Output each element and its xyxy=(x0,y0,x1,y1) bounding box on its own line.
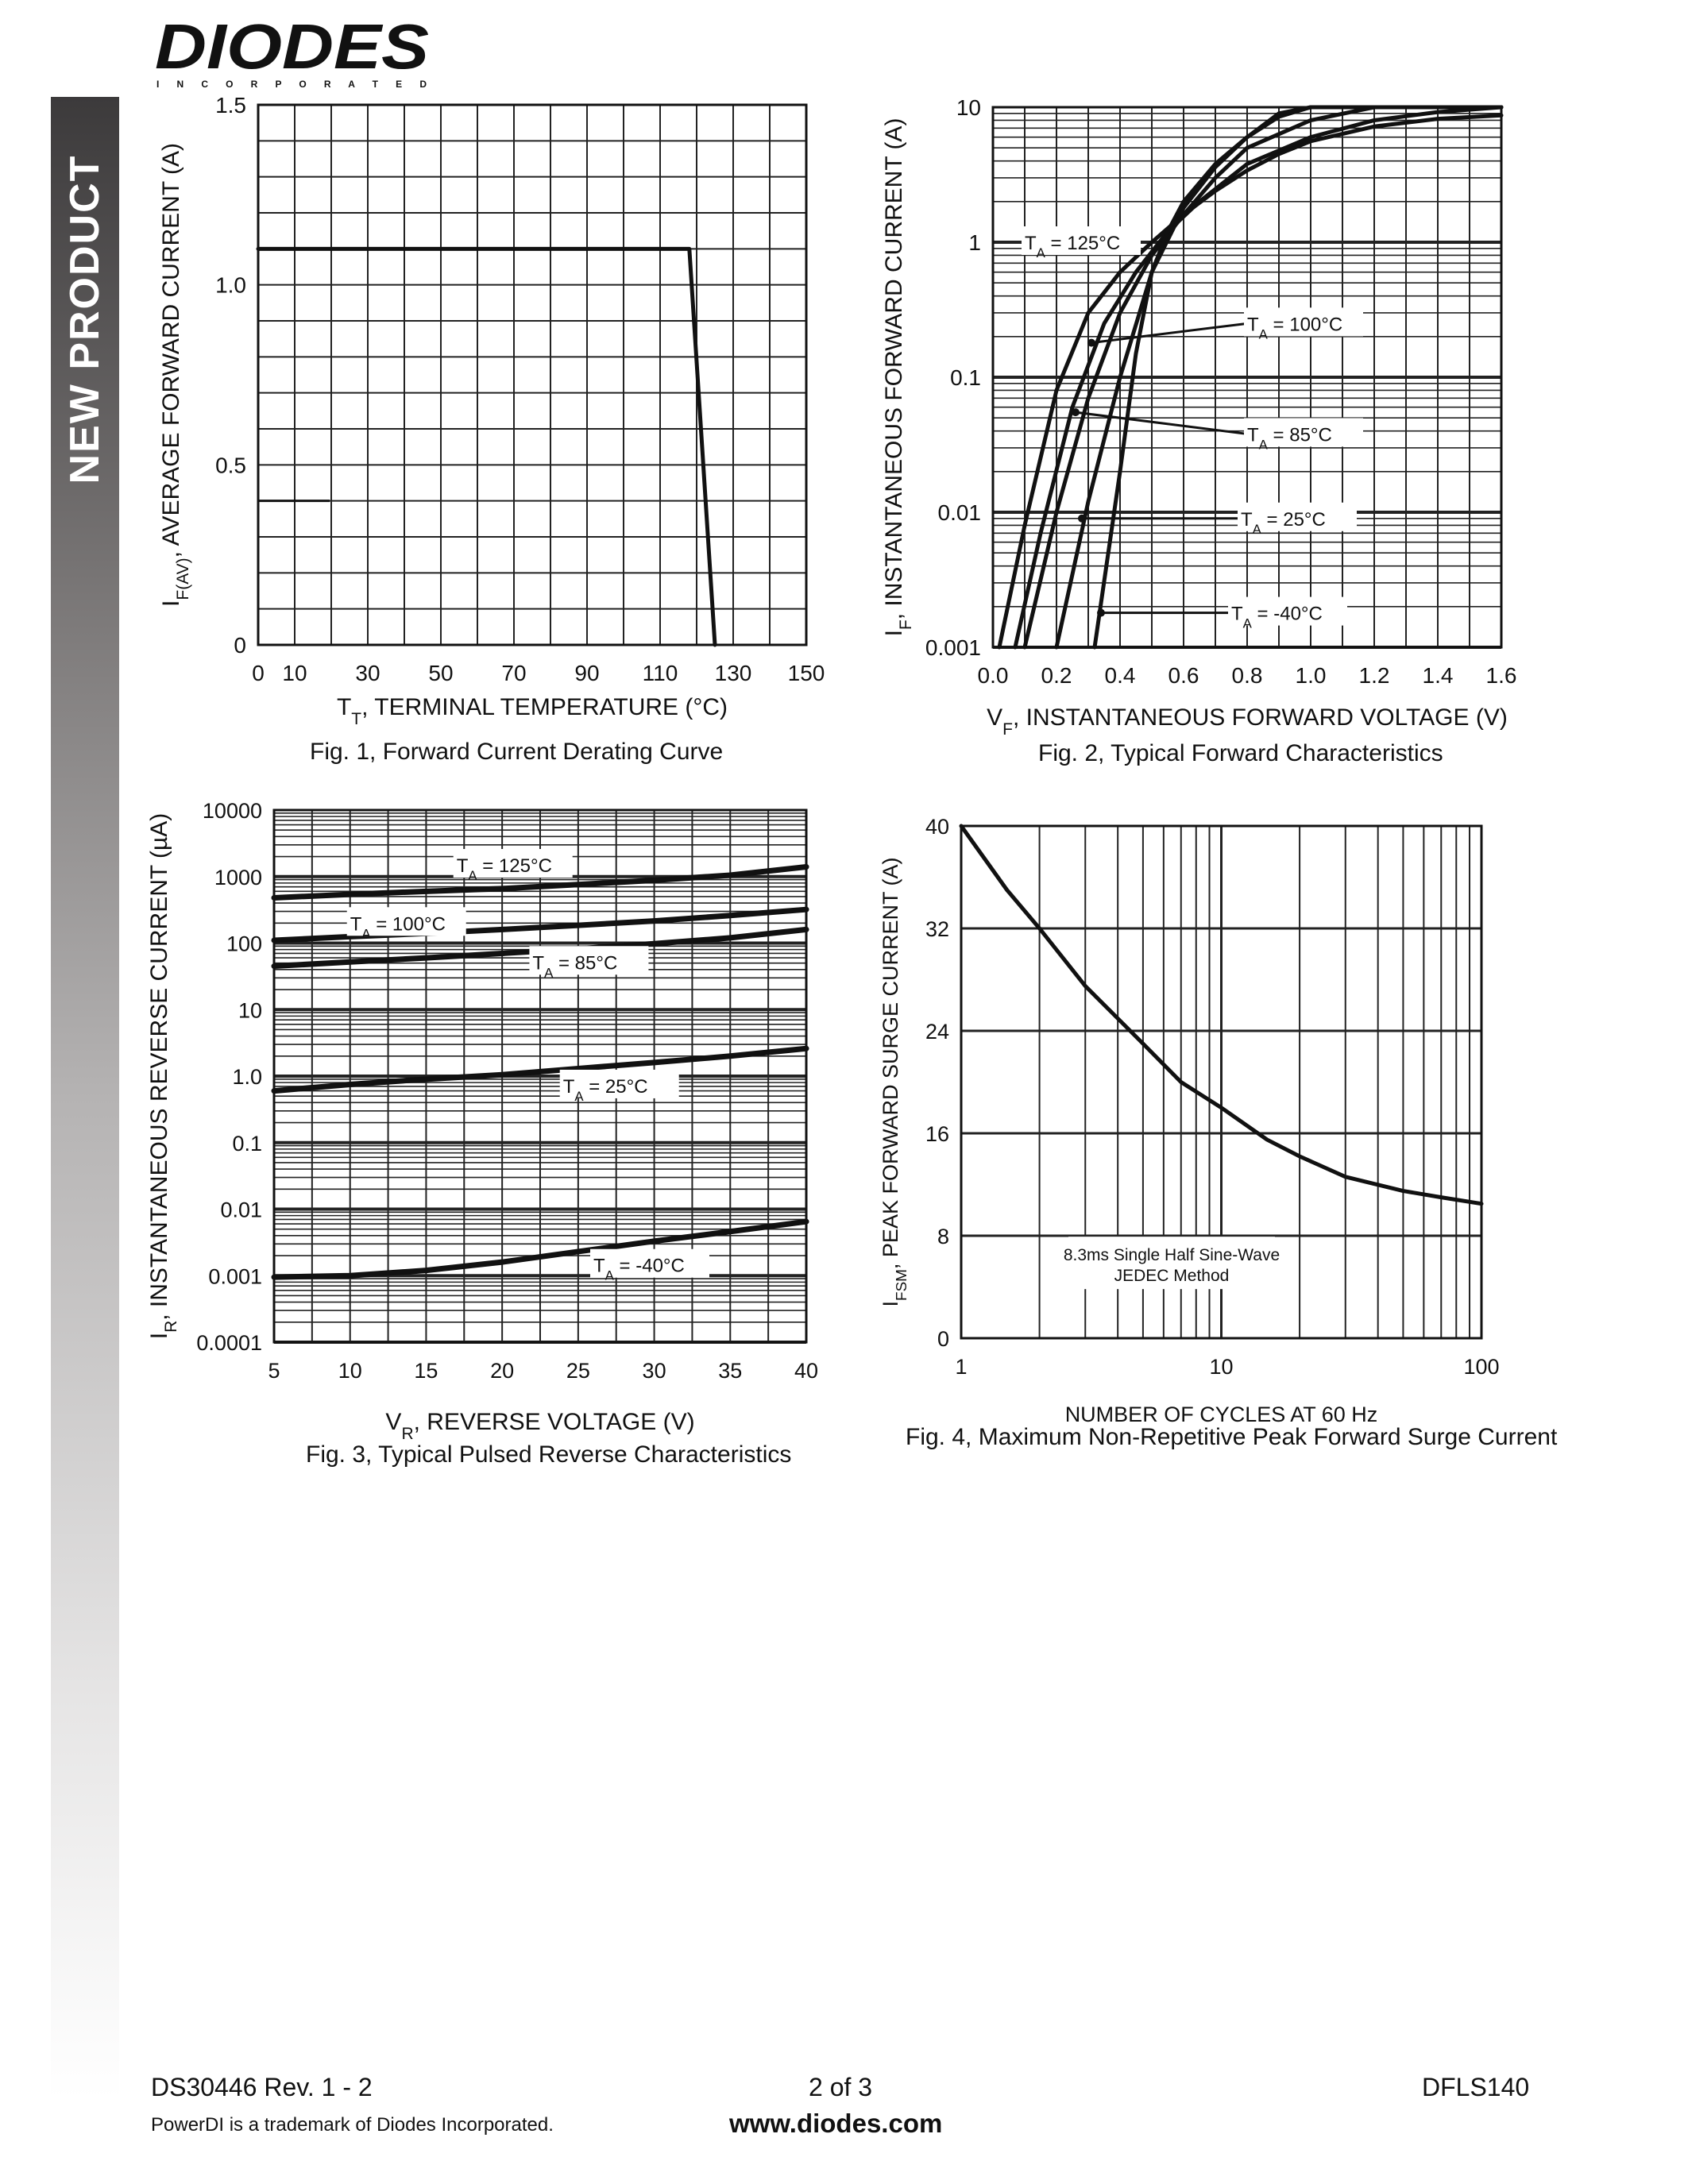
fig4-ytick-label: 0 xyxy=(937,1327,949,1351)
fig1-xtick-label: 70 xyxy=(501,661,527,685)
sidebar-label: NEW PRODUCT xyxy=(62,154,108,484)
fig2-grid xyxy=(993,107,1501,647)
fig2-ytick-label: 0.01 xyxy=(937,500,981,525)
logo-wordmark: DIODES xyxy=(155,16,429,82)
fig4-ytick-label: 40 xyxy=(925,815,949,839)
fig2-xtick-label: 0.4 xyxy=(1104,663,1136,688)
fig2-xtick-label: 0.0 xyxy=(977,663,1009,688)
fig1-xlabel: $T_T$, TERMINAL TEMPERATURE (°C) xyxy=(336,694,728,728)
fig2-xtick-label: 1.2 xyxy=(1358,663,1390,688)
fig4-xtick-label: 1 xyxy=(955,1355,968,1379)
fig1-ytick-label: 0.5 xyxy=(215,453,246,478)
fig3-xtick-label: 25 xyxy=(566,1359,590,1383)
footer-doc-id: DS30446 Rev. 1 - 2 xyxy=(151,2073,373,2101)
fig3-chart xyxy=(143,790,842,1473)
fig1-ytick-label: 1.0 xyxy=(215,272,246,298)
fig3-ytick-label: 10000 xyxy=(202,799,262,823)
fig1-ylabel: $I_{F(AV)}$, AVERAGE FORWARD CURRENT (A) xyxy=(158,143,192,607)
fig2-ytick-label: 0.1 xyxy=(950,365,981,390)
fig1-xtick-label: 150 xyxy=(787,661,825,685)
fig4-ytick-label: 16 xyxy=(925,1122,949,1146)
footer-trademark: PowerDI is a trademark of Diodes Incorporated. xyxy=(151,2114,554,2136)
fig3-series-label: $T_A = 125^\circ C$ xyxy=(456,855,552,883)
fig3-ytick-label: 0.01 xyxy=(220,1198,262,1222)
fig4-xtick-label: 100 xyxy=(1463,1355,1500,1379)
fig2-xtick-label: 0.6 xyxy=(1168,663,1199,688)
fig1-xtick-label: 10 xyxy=(282,661,307,685)
fig2-series-label: $T_A = 125^\circ C$ xyxy=(1025,233,1121,260)
fig4-ytick-label: 24 xyxy=(925,1020,949,1044)
fig4-xlabel: NUMBER OF CYCLES AT 60 Hz xyxy=(1064,1403,1378,1426)
fig2-ylabel: $I_F$, INSTANTANEOUS FORWARD CURRENT (A) xyxy=(881,118,915,637)
fig1-xtick-label: 50 xyxy=(428,661,454,685)
fig3-series-label: $T_A = 85^\circ C$ xyxy=(532,952,618,980)
logo-tagline: I N C O R P O R A T E D xyxy=(156,79,427,90)
fig3-grid xyxy=(274,810,806,1342)
fig3-ytick-label: 0.1 xyxy=(232,1131,262,1156)
fig3-xtick-label: 15 xyxy=(414,1359,438,1383)
fig2-xtick-label: 0.2 xyxy=(1041,663,1072,688)
fig2-arrowhead xyxy=(1087,339,1095,347)
fig3-ytick-label: 1.0 xyxy=(232,1065,262,1089)
fig3-xtick-label: 30 xyxy=(642,1359,666,1383)
fig2-series-label: $T_A = 100^\circ C$ xyxy=(1247,314,1343,341)
fig3-xtick-label: 5 xyxy=(268,1359,280,1383)
fig2-ytick-label: 0.001 xyxy=(925,635,981,660)
fig1-chart xyxy=(143,91,842,774)
fig3-xtick-label: 20 xyxy=(490,1359,515,1383)
footer-part-number: DFLS140 xyxy=(1422,2073,1530,2101)
fig3-ytick-label: 0.001 xyxy=(208,1264,262,1289)
fig3-series-label: $T_A = 25^\circ C$ xyxy=(562,1075,648,1104)
fig2-series-label: $T_A = -40^\circ C$ xyxy=(1231,603,1323,631)
fig1-xtick-label: 130 xyxy=(714,661,752,685)
fig4-annotation-line: 8.3ms Single Half Sine-Wave xyxy=(1063,1246,1280,1265)
fig2-arrowhead xyxy=(1097,609,1105,617)
fig2-ytick-label: 1 xyxy=(968,230,981,255)
fig3-series-label: $T_A = -40^\circ C$ xyxy=(593,1255,685,1283)
fig3-ytick-label: 100 xyxy=(226,932,262,956)
fig3-ytick-label: 1000 xyxy=(214,865,262,889)
footer-page-number: 2 of 3 xyxy=(809,2073,873,2101)
fig1-ytick-label: 0 xyxy=(234,633,246,658)
fig1-grid xyxy=(258,105,806,645)
fig2-xtick-label: 1.4 xyxy=(1422,663,1454,688)
fig1-series-line-0 xyxy=(258,249,715,645)
fig3-ylabel: $I_R$, INSTANTANEOUS REVERSE CURRENT (µA) xyxy=(146,812,180,1340)
fig2-ytick-label: 10 xyxy=(956,95,981,120)
fig3-xlabel: $V_R$, REVERSE VOLTAGE (V) xyxy=(385,1409,695,1443)
fig3-xtick-label: 35 xyxy=(718,1359,743,1383)
fig1-xtick-label: 90 xyxy=(574,661,600,685)
fig4-ytick-label: 8 xyxy=(937,1225,949,1248)
diodes-logo xyxy=(155,16,441,91)
fig3-caption: Fig. 3, Typical Pulsed Reverse Characteristics xyxy=(306,1441,792,1468)
fig3-xtick-label: 40 xyxy=(794,1359,819,1383)
fig4-chart xyxy=(874,790,1573,1473)
fig3-ytick-label: 10 xyxy=(238,998,262,1023)
fig4-ylabel: $I_{FSM}$, PEAK FORWARD SURGE CURRENT (A) xyxy=(879,857,910,1307)
fig3-series-label: $T_A = 100^\circ C$ xyxy=(350,913,446,941)
fig2-series-label: $T_A = 85^\circ C$ xyxy=(1247,424,1332,452)
fig2-xtick-label: 1.6 xyxy=(1485,663,1517,688)
fig2-xtick-label: 1.0 xyxy=(1295,663,1327,688)
fig1-xtick-label: 0 xyxy=(252,661,265,685)
fig1-xtick-label: 30 xyxy=(355,661,380,685)
fig2-xtick-label: 0.8 xyxy=(1231,663,1263,688)
footer-url[interactable]: www.diodes.com xyxy=(729,2109,943,2138)
fig2-arrowhead xyxy=(1072,408,1080,416)
fig1-xtick-label: 110 xyxy=(642,661,678,685)
fig1-ytick-label: 1.5 xyxy=(215,93,246,118)
fig4-annotation-line: JEDEC Method xyxy=(1114,1267,1230,1286)
fig4-ytick-label: 32 xyxy=(925,917,949,941)
fig3-ytick-label: 0.0001 xyxy=(196,1331,262,1355)
fig3-xtick-label: 10 xyxy=(338,1359,362,1383)
fig2-caption: Fig. 2, Typical Forward Characteristics xyxy=(1038,740,1443,766)
fig2-series-label: $T_A = 25^\circ C$ xyxy=(1241,508,1326,537)
fig2-xlabel: $V_F$, INSTANTANEOUS FORWARD VOLTAGE (V) xyxy=(987,704,1508,739)
fig4-xtick-label: 10 xyxy=(1209,1355,1234,1379)
sidebar-label-wrap xyxy=(51,97,119,542)
fig1-plot-frame xyxy=(258,105,806,645)
fig4-caption: Fig. 4, Maximum Non-Repetitive Peak Forward Surge Current xyxy=(906,1424,1558,1450)
fig2-chart xyxy=(874,91,1573,774)
fig1-caption: Fig. 1, Forward Current Derating Curve xyxy=(310,739,724,765)
fig2-arrowhead xyxy=(1078,515,1086,523)
